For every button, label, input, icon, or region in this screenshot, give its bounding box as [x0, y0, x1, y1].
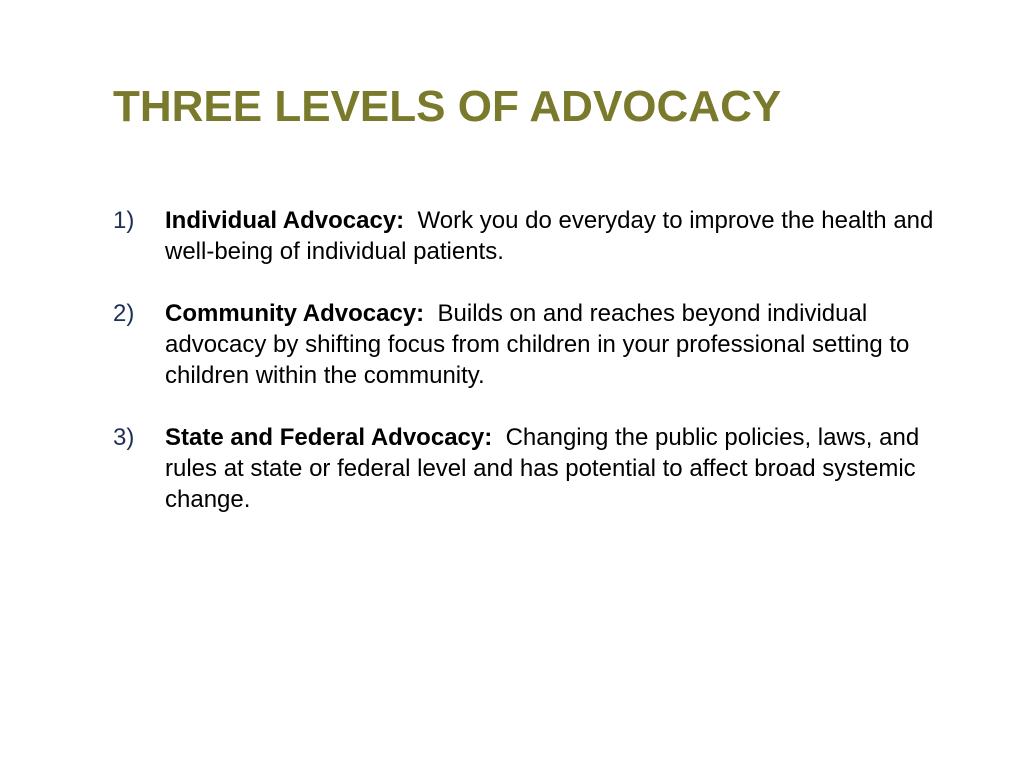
list-number: 3): [113, 424, 135, 451]
list-item-text: [165, 298, 953, 391]
list-item-community-advocacy: [113, 298, 953, 391]
list-item-text: [165, 205, 953, 267]
list-number: 2): [113, 300, 135, 327]
list-item-individual-advocacy: [113, 205, 953, 267]
list-number: 1): [113, 207, 135, 234]
list-item-state-federal-advocacy: [113, 422, 953, 515]
level-term: State and Federal Advocacy:: [165, 424, 493, 451]
slide-title: THREE LEVELS OF ADVOCACY: [113, 82, 782, 131]
level-term: Individual Advocacy:: [165, 207, 405, 234]
advocacy-levels-list: [113, 205, 953, 546]
level-term: Community Advocacy:: [165, 300, 425, 327]
list-item-text: [165, 422, 953, 515]
level-description: Builds on and reaches beyond individual advocacy by shifting focus from children in your professional setting to children within the community.: [165, 300, 910, 389]
level-description: Changing the public policies, laws, and rules at state or federal level and has potential to affect broad systemic change.: [165, 424, 920, 513]
level-description: Work you do everyday to improve the health and well-being of individual patients.: [165, 207, 934, 265]
